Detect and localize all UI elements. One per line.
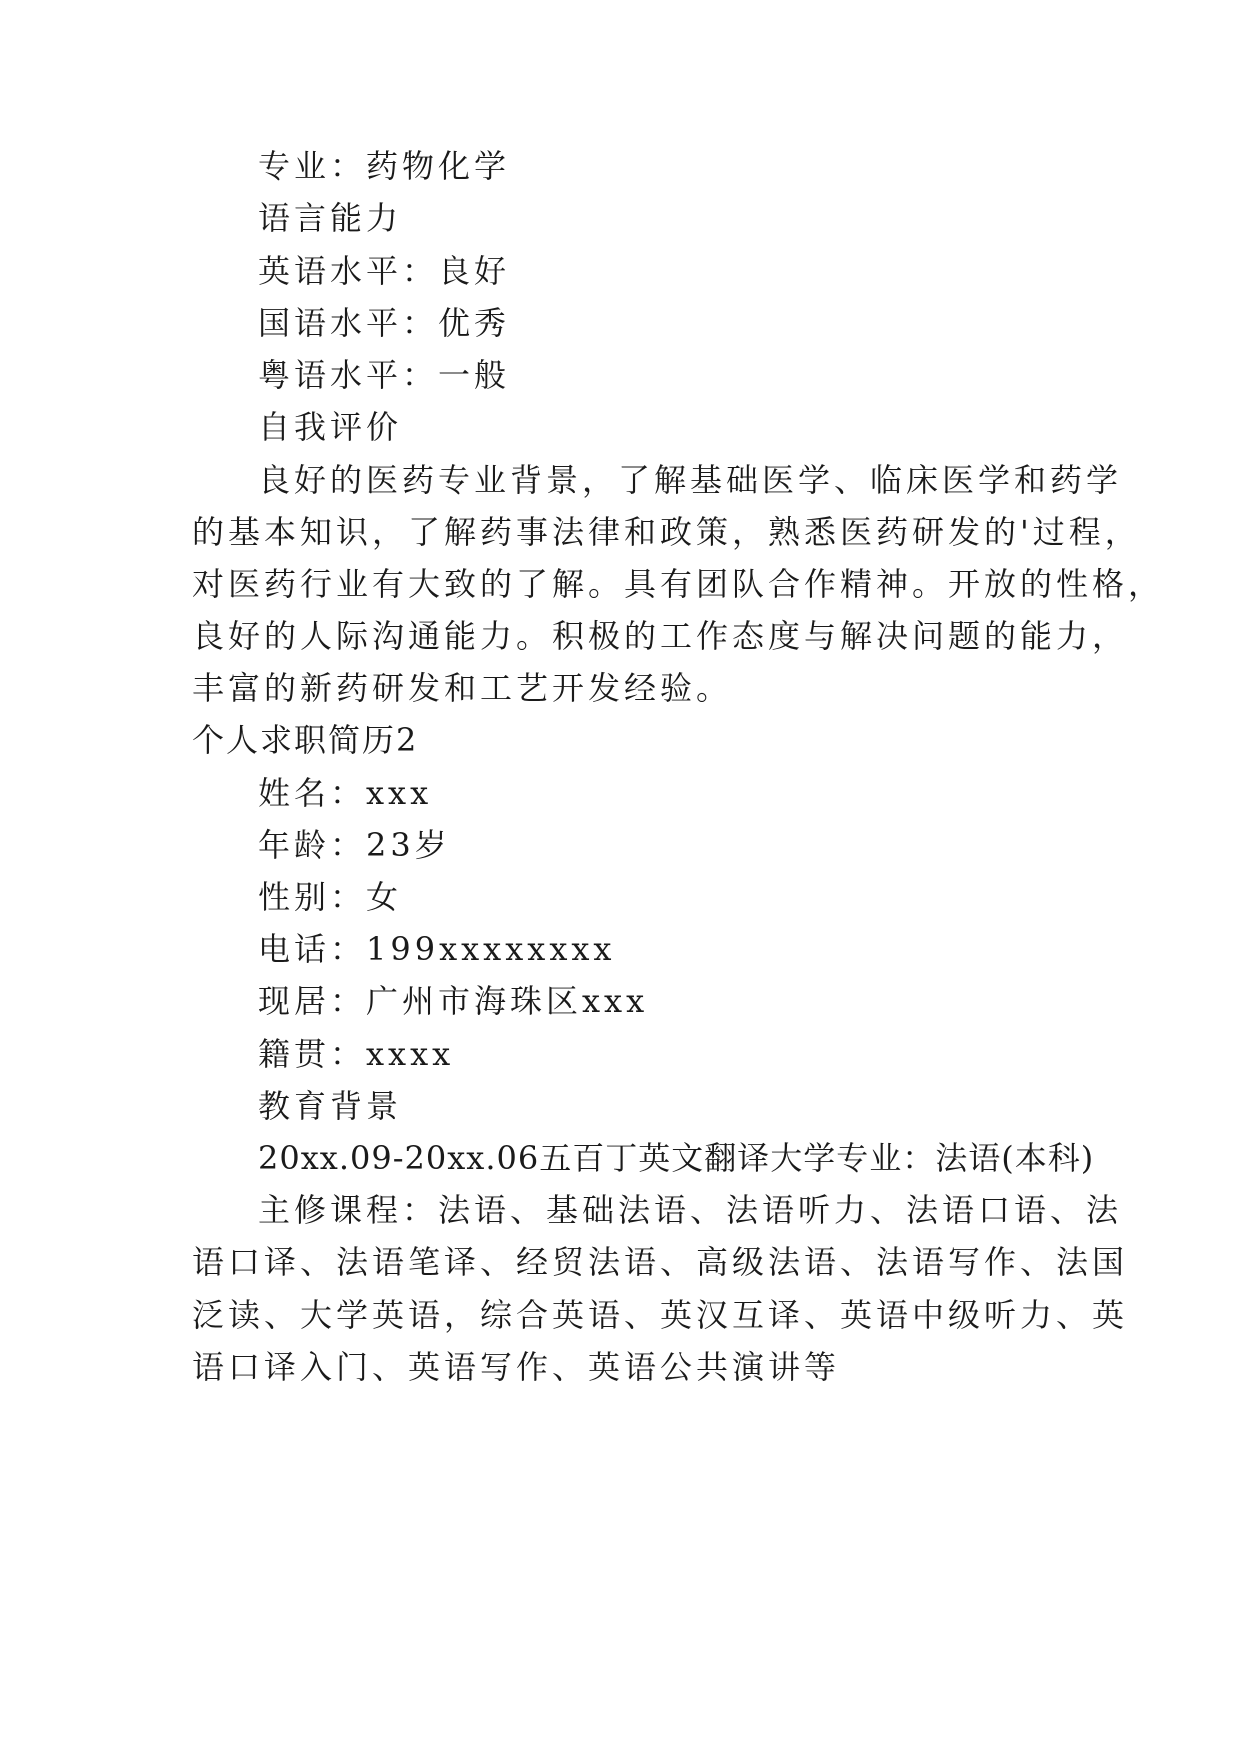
courses-line: 主修课程：法语、基础法语、法语听力、法语口语、法 bbox=[258, 1191, 1123, 1229]
courses-line: 泛读、大学英语，综合英语、英汉互译、英语中级听力、英 bbox=[192, 1296, 1129, 1334]
phone-line: 电话：199xxxxxxxx bbox=[258, 930, 616, 968]
gender-line: 性别：女 bbox=[258, 878, 403, 916]
name-line: 姓名：xxx bbox=[258, 774, 433, 812]
self-eval-line: 良好的医药专业背景，了解基础医学、临床医学和药学 bbox=[258, 461, 1123, 499]
resume-title: 个人求职简历2 bbox=[192, 721, 419, 759]
cantonese-level: 粤语水平：一般 bbox=[258, 356, 511, 394]
self-eval-heading: 自我评价 bbox=[258, 408, 403, 446]
self-eval-line: 对医药行业有大致的了解。具有团队合作精神。开放的性格， bbox=[192, 565, 1165, 603]
education-entry: 20xx.09-20xx.06五百丁英文翻译大学专业：法语(本科) bbox=[258, 1139, 1095, 1177]
self-eval-line: 良好的人际沟通能力。积极的工作态度与解决问题的能力， bbox=[192, 617, 1129, 655]
major-line: 专业：药物化学 bbox=[258, 147, 511, 185]
self-eval-line: 丰富的新药研发和工艺开发经验。 bbox=[192, 669, 733, 707]
courses-line: 语口译入门、英语写作、英语公共演讲等 bbox=[192, 1348, 841, 1386]
courses-line: 语口译、法语笔译、经贸法语、高级法语、法语写作、法国 bbox=[192, 1243, 1129, 1281]
language-heading: 语言能力 bbox=[258, 199, 403, 237]
mandarin-level: 国语水平：优秀 bbox=[258, 304, 511, 342]
self-eval-line: 的基本知识，了解药事法律和政策，熟悉医药研发的'过程， bbox=[192, 513, 1141, 551]
residence-line: 现居：广州市海珠区xxx bbox=[258, 982, 649, 1020]
education-heading: 教育背景 bbox=[258, 1087, 403, 1125]
age-line: 年龄：23岁 bbox=[258, 826, 451, 864]
hometown-line: 籍贯：xxxx bbox=[258, 1035, 455, 1073]
english-level: 英语水平：良好 bbox=[258, 252, 511, 290]
